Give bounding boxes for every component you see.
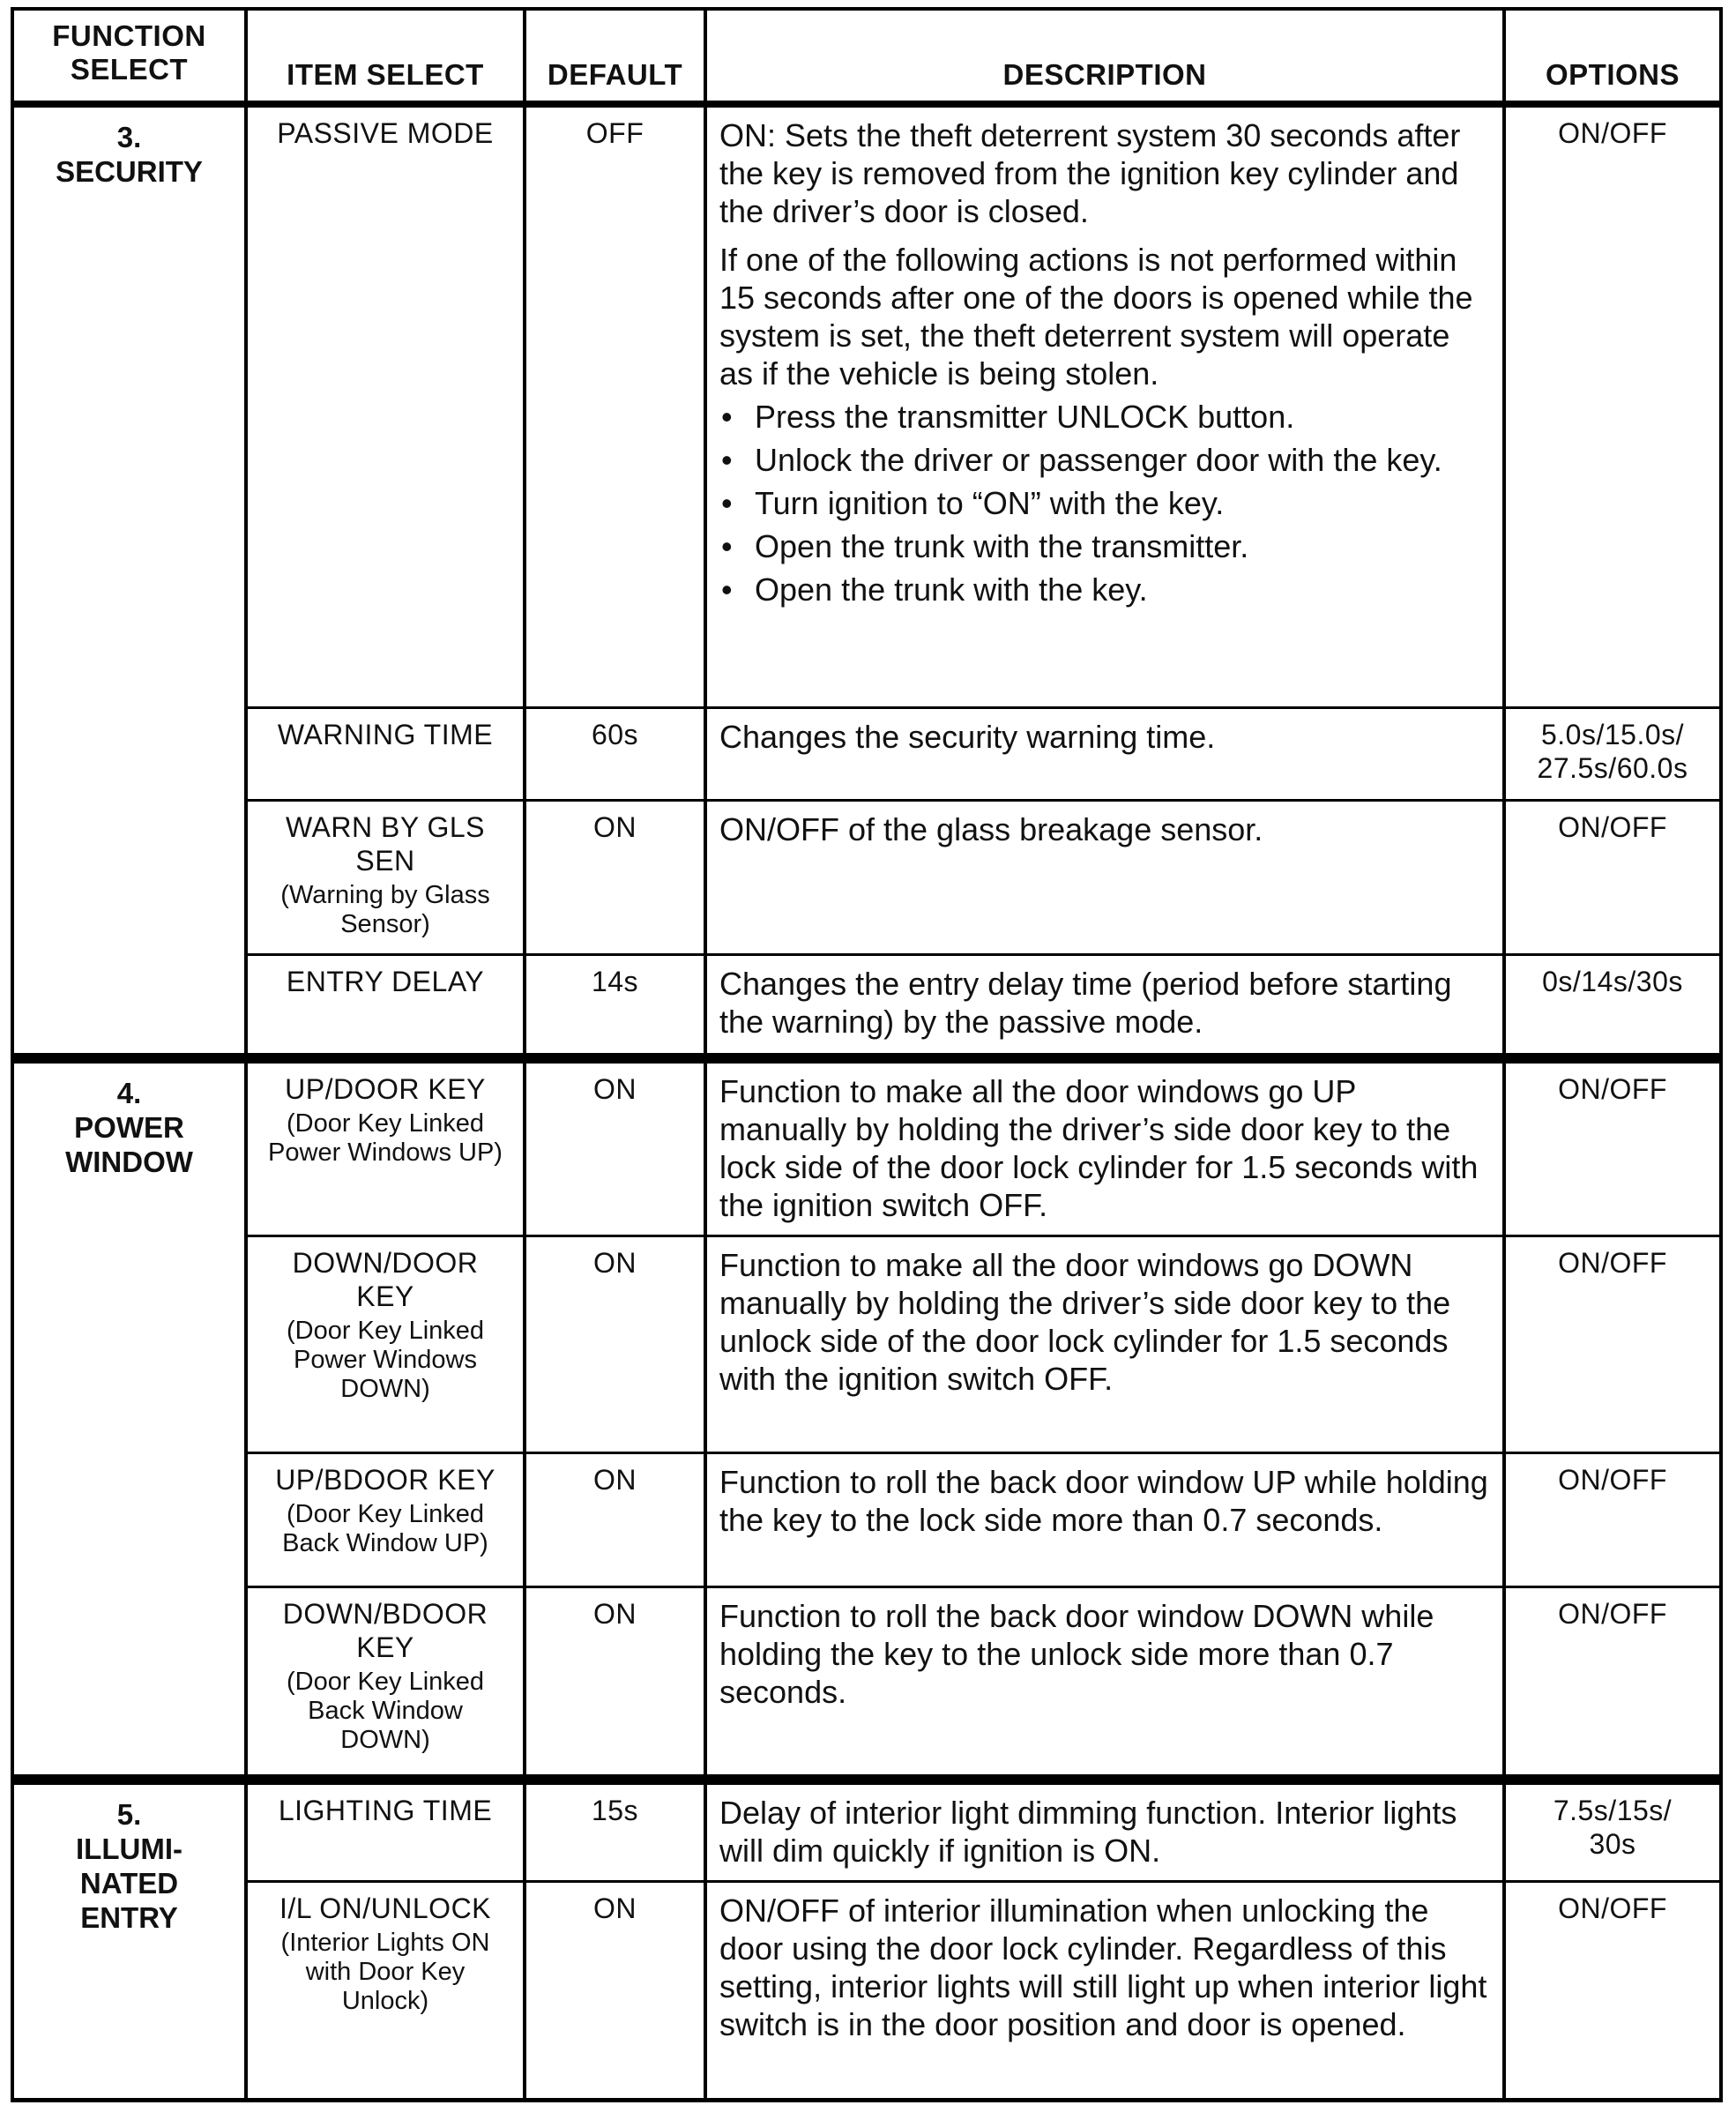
item-cell (246, 800, 525, 954)
options-cell: ON/OFF (1504, 1453, 1721, 1587)
function-name: ENTRY (80, 1900, 178, 1934)
function-name: NATED (79, 1866, 179, 1900)
table-row (12, 1780, 1721, 1882)
item-subtitle: (Door Key Linked Power Windows UP) (268, 1109, 503, 1167)
table-row (12, 707, 1721, 800)
list-item-text: Unlock the driver or passenger door with the key. (755, 442, 1442, 478)
options-cell: ON/OFF (1504, 1881, 1721, 2100)
list-item-text: Turn ignition to “ON” with the key. (755, 485, 1225, 521)
default-cell: ON (525, 1453, 705, 1587)
table-row (12, 1058, 1721, 1236)
default-cell: 60s (525, 707, 705, 800)
options-cell: 0s/14s/30s (1504, 954, 1721, 1058)
bullet-icon: • (721, 485, 733, 521)
default-cell: ON (525, 1881, 705, 2100)
description-cell: Function to make all the door windows go UP manually by holding the driver’s side door key to the lock side of the door lock cylinder for 1.5 seconds with the ignition switch OFF. (705, 1058, 1504, 1236)
default-cell: 15s (525, 1780, 705, 1882)
function-name: WINDOW (65, 1146, 193, 1178)
table-row (12, 954, 1721, 1058)
table-row (12, 1881, 1721, 2100)
item-cell: WARNING TIME (246, 707, 525, 800)
description-cell: Function to roll the back door window UP while holding the key to the lock side more than 0.7 seconds. (705, 1453, 1504, 1587)
item-name: UP/BDOOR KEY (275, 1464, 495, 1496)
function-illuminated-entry (12, 1780, 246, 2101)
function-settings-table (11, 7, 1723, 2102)
description-cell (705, 104, 1504, 707)
function-power-window (12, 1058, 246, 1780)
list-item-text: Press the transmitter UNLOCK button. (755, 399, 1295, 435)
options-cell (1504, 1780, 1721, 1882)
options-line: 7.5s/15s/ (1553, 1794, 1673, 1826)
options-cell: ON/OFF (1504, 104, 1721, 707)
function-name: POWER (74, 1111, 184, 1144)
list-item-text: Open the trunk with the key. (755, 571, 1148, 608)
table-row (12, 1453, 1721, 1587)
item-cell (246, 1453, 525, 1587)
item-subtitle: (Interior Lights ON with Door Key Unlock) (280, 1928, 490, 2015)
item-cell (246, 1058, 525, 1236)
options-cell (1504, 707, 1721, 800)
description-cell: ON/OFF of interior illumination when unlocking the door using the door lock cylinder. Regardless of this setting, interior lights will still light up when interior light switch is in the door position and door is opened. (705, 1881, 1504, 2100)
bullet-icon: • (721, 571, 733, 608)
item-name: DOWN/DOOR KEY (292, 1247, 479, 1312)
description-cell: Delay of interior light dimming function. Interior lights will dim quickly if ignition is ON. (705, 1780, 1504, 1882)
item-cell: LIGHTING TIME (246, 1780, 525, 1882)
default-cell: ON (525, 1587, 705, 1780)
item-name: I/L ON/UNLOCK (279, 1892, 492, 1924)
item-cell (246, 1236, 525, 1453)
list-item (721, 441, 1490, 479)
list-item (721, 571, 1490, 608)
header-default: DEFAULT (525, 9, 705, 104)
action-list (719, 398, 1490, 608)
item-subtitle: (Door Key Linked Back Window UP) (282, 1500, 488, 1557)
default-cell: OFF (525, 104, 705, 707)
function-number: 4. (116, 1077, 142, 1109)
list-item (721, 484, 1490, 522)
bullet-icon: • (721, 399, 733, 435)
item-subtitle: (Door Key Linked Power Windows DOWN) (286, 1317, 485, 1403)
description-cell: Function to make all the door windows go DOWN manually by holding the driver’s side door key to the unlock side of the door lock cylinder for 1.5 seconds with the ignition switch OFF. (705, 1236, 1504, 1453)
default-cell: ON (525, 1058, 705, 1236)
header-description: DESCRIPTION (705, 9, 1504, 104)
bullet-icon: • (721, 442, 733, 478)
item-cell: ENTRY DELAY (246, 954, 525, 1058)
table-row (12, 800, 1721, 954)
default-cell: ON (525, 800, 705, 954)
options-line: 30s (1589, 1827, 1636, 1860)
header-item-select: ITEM SELECT (246, 9, 525, 104)
list-item (721, 398, 1490, 436)
table-row (12, 104, 1721, 707)
list-item-text: Open the trunk with the transmitter. (755, 528, 1249, 564)
function-number: 5. (116, 1797, 142, 1831)
item-subtitle: (Warning by Glass Sensor) (280, 880, 490, 938)
function-name: ILLUMI- (76, 1832, 183, 1865)
list-item (721, 527, 1490, 565)
item-subtitle: (Door Key Linked Back Window DOWN) (286, 1668, 485, 1754)
item-name: WARN BY GLS SEN (286, 810, 485, 877)
header-function-select: FUNCTION SELECT (12, 9, 246, 104)
table-row (12, 1587, 1721, 1780)
item-cell (246, 1587, 525, 1780)
options-line: 27.5s/60.0s (1537, 751, 1688, 784)
default-cell: ON (525, 1236, 705, 1453)
description-paragraph: ON: Sets the theft deterrent system 30 seconds after the key is removed from the ignition key cylinder and the driver’s door is closed. (719, 117, 1461, 229)
options-cell: ON/OFF (1504, 1058, 1721, 1236)
header-options: OPTIONS (1504, 9, 1721, 104)
table-row (12, 1236, 1721, 1453)
options-cell: ON/OFF (1504, 1236, 1721, 1453)
function-name: SECURITY (56, 155, 203, 188)
options-cell: ON/OFF (1504, 1587, 1721, 1780)
item-name: UP/DOOR KEY (285, 1073, 486, 1105)
item-cell (246, 1881, 525, 2100)
item-cell: PASSIVE MODE (246, 104, 525, 707)
description-cell: Changes the security warning time. (705, 707, 1504, 800)
table-header-row (12, 9, 1721, 104)
description-cell: Changes the entry delay time (period before starting the warning) by the passive mode. (705, 954, 1504, 1058)
item-name: DOWN/BDOOR KEY (282, 1598, 488, 1663)
options-line: 5.0s/15.0s/ (1540, 718, 1685, 750)
function-number: 3. (116, 121, 142, 153)
description-cell: ON/OFF of the glass breakage sensor. (705, 800, 1504, 954)
bullet-icon: • (721, 528, 733, 564)
description-paragraph: If one of the following actions is not performed within 15 seconds after one of the doors is opened while the system is set, the theft deterrent system will operate as if the vehicle is being stolen. (719, 242, 1473, 392)
function-security (12, 104, 246, 1058)
options-cell: ON/OFF (1504, 800, 1721, 954)
default-cell: 14s (525, 954, 705, 1058)
description-cell: Function to roll the back door window DOWN while holding the key to the unlock side more than 0.7 seconds. (705, 1587, 1504, 1780)
